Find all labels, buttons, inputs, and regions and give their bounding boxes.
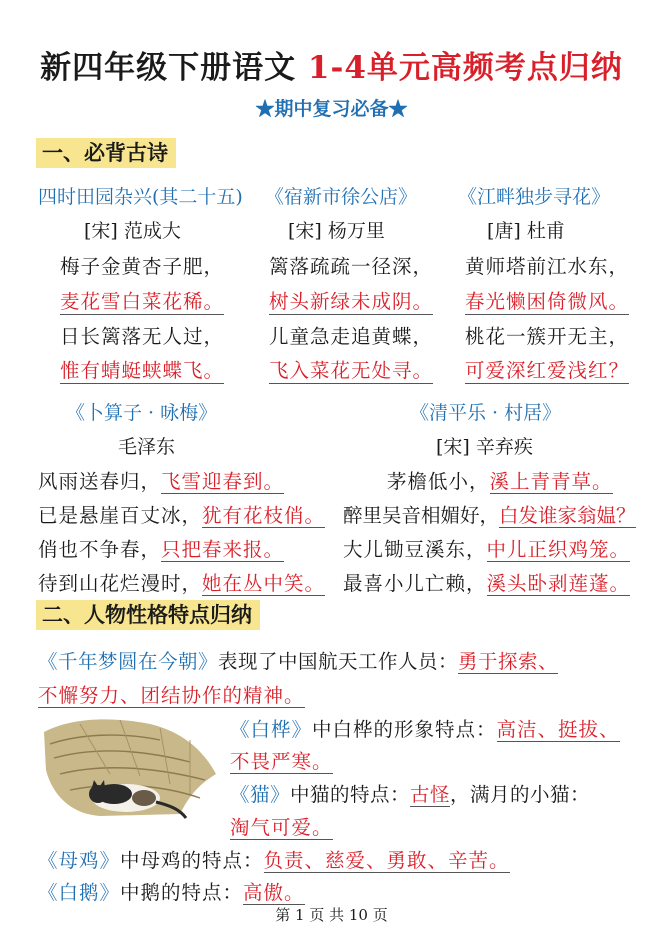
- trait-item: 《母鸡》中母鸡的特点：负责、慈爱、勇敢、辛苦。: [38, 849, 510, 872]
- poem-author: [唐] 杜甫: [487, 220, 565, 242]
- ci-line: 俏也不争春，只把春来报。: [38, 538, 285, 561]
- ci-title: 《清平乐 · 村居》: [410, 402, 562, 424]
- ci-line: 醉里吴音相媚好，白发谁家翁媪？: [343, 504, 636, 527]
- trait-item: 《千年梦圆在今朝》表现了中国航天工作人员：勇于探索、: [38, 650, 559, 673]
- trait-item: 《白鹅》中鹅的特点：高傲。: [38, 881, 305, 904]
- title-prefix: 新四年级下册语文: [40, 50, 297, 86]
- ci-author: [宋] 辛弃疾: [436, 436, 533, 458]
- page-title: [0, 42, 663, 87]
- poem-line-highlight: 飞入菜花无处寻。: [269, 355, 433, 384]
- trait-item: 《白桦》中白桦的形象特点：高洁、挺拔、: [230, 718, 620, 741]
- poem-line: 日长篱落无人过，: [60, 325, 225, 348]
- poem-line: 篱落疏疏一径深，: [269, 255, 434, 278]
- poem-line-highlight: 麦花雪白菜花稀。: [60, 286, 224, 315]
- cat-illustration: [40, 714, 222, 824]
- poem-title: 《宿新市徐公店》: [265, 186, 418, 208]
- title-highlight: 1-4单元高频考点归纳: [307, 50, 623, 86]
- page-subtitle: ★期中复习必备★: [255, 98, 408, 120]
- ci-line: 最喜小儿亡赖，溪头卧剥莲蓬。: [343, 572, 631, 595]
- trait-item-cont: 不畏严寒。: [230, 750, 333, 773]
- poem-author: [宋] 范成大: [84, 220, 181, 242]
- poem-line-highlight: 树头新绿未成阴。: [269, 286, 433, 315]
- section-heading-poems: 一、必背古诗: [36, 138, 176, 168]
- ci-line: 大儿锄豆溪东，中儿正织鸡笼。: [343, 538, 631, 561]
- poem-line: 黄师塔前江水东，: [465, 255, 630, 278]
- poem-author: [宋] 杨万里: [288, 220, 385, 242]
- ci-author: 毛泽东: [118, 436, 176, 458]
- poem-title: 四时田园杂兴(其二十五): [38, 186, 243, 208]
- poem-line: 梅子金黄杏子肥，: [60, 255, 225, 278]
- poem-line: 儿童急走追黄蝶，: [269, 325, 434, 348]
- section-heading-traits: 二、人物性格特点归纳: [36, 600, 260, 630]
- poem-line: 桃花一簇开无主，: [465, 325, 630, 348]
- poem-line-highlight: 可爱深红爱浅红？: [465, 355, 629, 384]
- poem-line-highlight: 惟有蜻蜓蛱蝶飞。: [60, 355, 224, 384]
- trait-item: 《猫》中猫的特点：古怪，满月的小猫：: [230, 783, 591, 806]
- poem-line-highlight: 春光懒困倚微风。: [465, 286, 629, 315]
- ci-line: 已是悬崖百丈冰，犹有花枝俏。: [38, 504, 326, 527]
- page-footer: 第 1 页 共 10 页: [275, 906, 388, 924]
- trait-item-cont: 不懈努力、团结协作的精神。: [38, 684, 305, 707]
- ci-title: 《卜算子 · 咏梅》: [66, 402, 218, 424]
- ci-line: 茅檐低小，溪上青青草。: [387, 470, 613, 493]
- trait-item-cont: 淘气可爱。: [230, 816, 333, 839]
- ci-line: 风雨送春归，飞雪迎春到。: [38, 470, 285, 493]
- poem-title: 《江畔独步寻花》: [458, 186, 611, 208]
- ci-line: 待到山花烂漫时，她在丛中笑。: [38, 572, 326, 595]
